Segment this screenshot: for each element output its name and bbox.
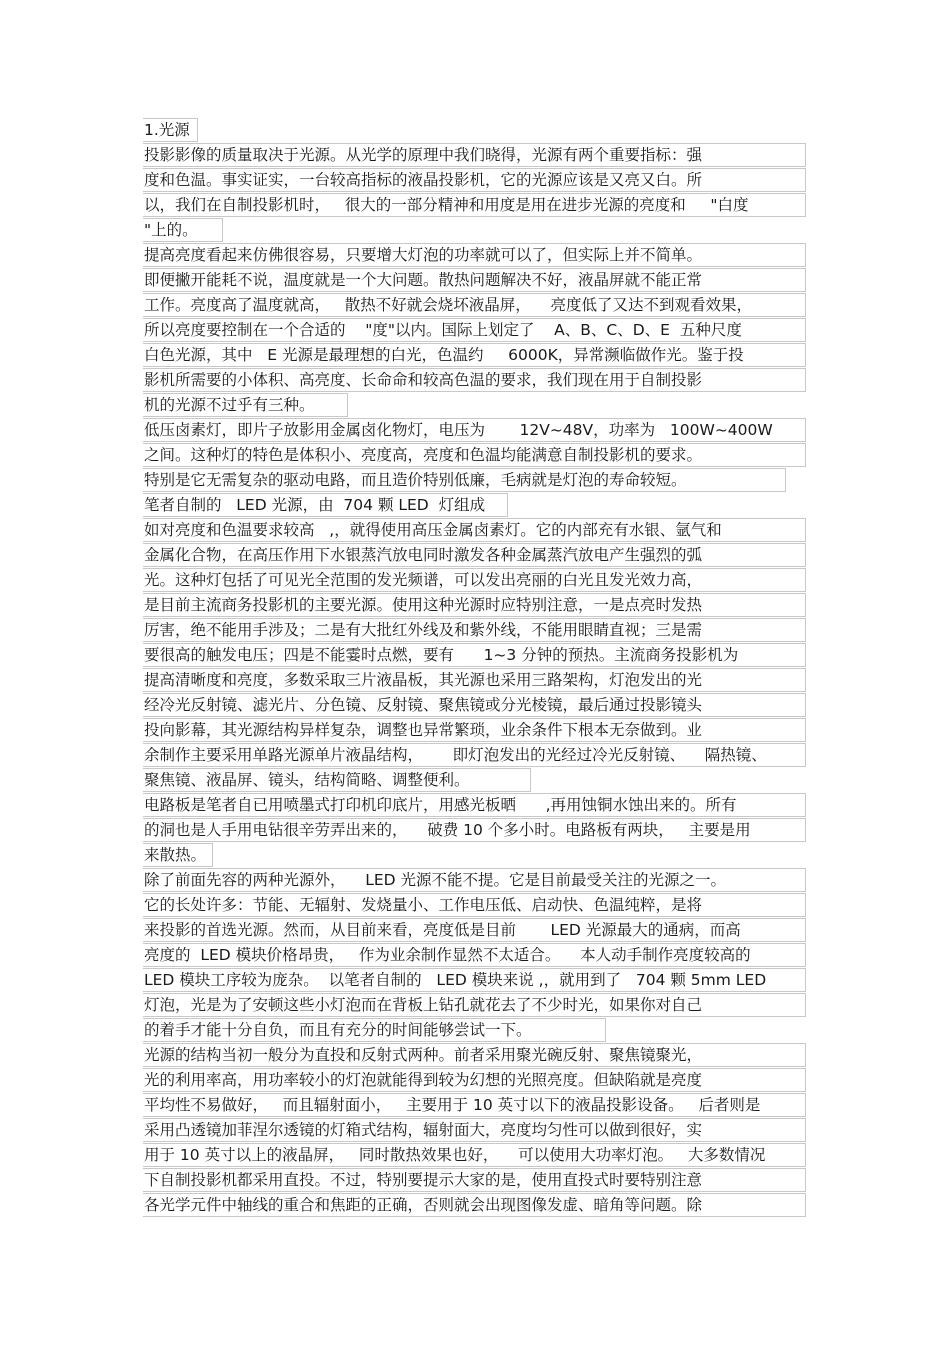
line-text: 来投影的首选光源。然而，从目前来看，亮度低是目前 LED 光源最大的通病，而高 <box>144 921 741 939</box>
line-text: 厉害，绝不能用手涉及；二是有大批红外线及和紫外线，不能用眼睛直视；三是需 <box>144 621 703 639</box>
text-line <box>143 718 806 742</box>
text-line <box>143 343 806 367</box>
line-text: 机的光源不过乎有三种。 <box>144 396 315 414</box>
line-text: 即便撇开能耗不说，温度就是一个大问题。散热问题解决不好，液晶屏就不能正常 <box>144 271 703 289</box>
line-text: 的洞也是人手用电钻很辛劳弄出来的， 破费 10 个多小时。电路板有两块， 主要是用 <box>144 821 751 839</box>
text-line <box>143 368 806 392</box>
text-line <box>143 243 806 267</box>
line-text: 1.光源 <box>144 121 190 139</box>
text-line <box>143 893 806 917</box>
text-line <box>143 1068 806 1092</box>
line-text: 聚焦镜、液晶屏、镜头，结构简略、调整便利。 <box>144 771 470 789</box>
text-line <box>143 743 806 767</box>
text-line <box>143 618 806 642</box>
text-line <box>143 443 806 467</box>
line-text: 度和色温。事实证实，一台较高指标的液晶投影机，它的光源应该是又亮又白。所 <box>144 171 703 189</box>
line-text: LED 模块工序较为庞杂。 以笔者自制的 LED 模块来说 ,，就用到了 704 颗 5mm LED <box>144 971 767 989</box>
text-line <box>143 518 806 542</box>
line-text: 的着手才能十分自负，而且有充分的时间能够尝试一下。 <box>144 1021 532 1039</box>
line-text: 以，我们在自制投影机时， 很大的一部分精神和用度是用在进步光源的亮度和 "白度 <box>144 196 749 214</box>
line-text: 光。这种灯包括了可见光全范围的发光频谱，可以发出亮丽的白光且发光效力高， <box>144 571 703 589</box>
text-line <box>143 1018 806 1042</box>
line-text: 工作。亮度高了温度就高， 散热不好就会烧坏液晶屏， 亮度低了又达不到观看效果， <box>144 296 752 314</box>
text-line <box>143 218 806 242</box>
text-line <box>143 143 806 167</box>
text-line <box>143 493 806 517</box>
line-text: 影机所需要的小体积、高亮度、长命命和较高色温的要求，我们现在用于自制投影 <box>144 371 703 389</box>
text-line <box>143 268 806 292</box>
text-line <box>143 1093 806 1117</box>
line-text: 特别是它无需复杂的驱动电路，而且造价特别低廉，毛病就是灯泡的寿命较短。 <box>144 471 687 489</box>
line-text: 投影影像的质量取决于光源。从光学的原理中我们晓得，光源有两个重要指标：强 <box>144 146 703 164</box>
line-text: 下自制投影机都采用直投。不过，特别要提示大家的是，使用直投式时要特别注意 <box>144 1171 703 1189</box>
line-text: 它的长处许多：节能、无辐射、发烧量小、工作电压低、启动快、色温纯粹，是将 <box>144 896 703 914</box>
text-line <box>143 293 806 317</box>
text-line <box>143 168 806 192</box>
line-text: 用于 10 英寸以上的液晶屏， 同时散热效果也好， 可以使用大功率灯泡。 大多数情况 <box>144 1146 766 1164</box>
line-text: 除了前面先容的两种光源外， LED 光源不能不提。它是目前最受关注的光源之一。 <box>144 871 727 889</box>
text-line <box>143 968 806 992</box>
text-line <box>143 1193 806 1217</box>
text-line <box>143 643 806 667</box>
line-text: 金属化合物，在高压作用下水银蒸汽放电同时激发各种金属蒸汽放电产生强烈的弧 <box>144 546 703 564</box>
line-text: 之间。这种灯的特色是体积小、亮度高，亮度和色温均能满意自制投影机的要求。 <box>144 446 703 464</box>
line-text: "上的。 <box>144 221 198 239</box>
line-text: 灯泡，光是为了安顿这些小灯泡而在背板上钻孔就花去了不少时光，如果你对自己 <box>144 996 703 1014</box>
line-text: 是目前主流商务投影机的主要光源。使用这种光源时应特别注意，一是点亮时发热 <box>144 596 703 614</box>
line-text: 平均性不易做好， 而且辐射面小， 主要用于 10 英寸以下的液晶投影设备。 后者则是 <box>144 1096 761 1114</box>
line-text: 来散热。 <box>144 846 207 864</box>
line-text: 低压卤素灯，即片子放影用金属卤化物灯，电压为 12V~48V，功率为 100W~400W <box>144 421 773 439</box>
text-line <box>143 543 806 567</box>
text-line <box>143 393 806 417</box>
line-text: 各光学元件中轴线的重合和焦距的正确，否则就会出现图像发虚、暗角等问题。除 <box>144 1196 703 1214</box>
line-text: 光的利用率高，用功率较小的灯泡就能得到较为幻想的光照亮度。但缺陷就是亮度 <box>144 1071 703 1089</box>
text-line <box>143 118 806 142</box>
line-text: 采用凸透镜加菲涅尔透镜的灯箱式结构，辐射面大，亮度均匀性可以做到很好，实 <box>144 1121 703 1139</box>
text-line <box>143 1143 806 1167</box>
line-text: 提高亮度看起来仿佛很容易，只要增大灯泡的功率就可以了，但实际上并不简单。 <box>144 246 703 264</box>
line-text: 投向影幕，其光源结构异样复杂，调整也异常繁琐，业余条件下根本无奈做到。业 <box>144 721 703 739</box>
text-line <box>143 793 806 817</box>
text-line <box>143 1118 806 1142</box>
line-text: 亮度的 LED 模块价格昂贵， 作为业余制作显然不太适合。 本人动手制作亮度较高的 <box>144 946 751 964</box>
text-line <box>143 1168 806 1192</box>
text-line <box>143 468 806 492</box>
text-line <box>143 818 806 842</box>
line-text: 提高清晰度和亮度，多数采取三片液晶板，其光源也采用三路架构，灯泡发出的光 <box>144 671 703 689</box>
text-line <box>143 768 806 792</box>
line-text: 如对亮度和色温要求较高 ,，就得使用高压金属卤素灯。它的内部充有水银、氩气和 <box>144 521 722 539</box>
line-text: 电路板是笔者自已用喷墨式打印机印底片，用感光板晒 ,再用蚀铜水蚀出来的。所有 <box>144 796 737 814</box>
text-line <box>143 918 806 942</box>
text-line <box>143 943 806 967</box>
line-text: 经冷光反射镜、滤光片、分色镜、反射镜、聚焦镜或分光棱镜，最后通过投影镜头 <box>144 696 703 714</box>
text-line <box>143 593 806 617</box>
line-text: 光源的结构当初一般分为直投和反射式两种。前者采用聚光碗反射、聚焦镜聚光， <box>144 1046 703 1064</box>
text-line <box>143 843 806 867</box>
text-line <box>143 868 806 892</box>
line-text: 白色光源，其中 E 光源是最理想的白光，色温约 6000K，异常濒临做作光。鉴于投 <box>144 346 744 364</box>
line-text: 要很高的触发电压；四是不能霎时点燃，要有 1~3 分钟的预热。主流商务投影机为 <box>144 646 739 664</box>
text-line <box>143 193 806 217</box>
text-line <box>143 1043 806 1067</box>
line-text: 所以亮度要控制在一个合适的 "度"以内。国际上划定了 A、B、C、D、E 五种尺度 <box>144 321 742 339</box>
text-line <box>143 568 806 592</box>
line-text: 余制作主要采用单路光源单片液晶结构， 即灯泡发出的光经过冷光反射镜、 隔热镜、 <box>144 746 767 764</box>
text-line <box>143 993 806 1017</box>
text-line <box>143 418 806 442</box>
text-line <box>143 318 806 342</box>
text-line <box>143 668 806 692</box>
line-text: 笔者自制的 LED 光源，由 704 颗 LED 灯组成 <box>144 496 486 514</box>
text-line <box>143 693 806 717</box>
